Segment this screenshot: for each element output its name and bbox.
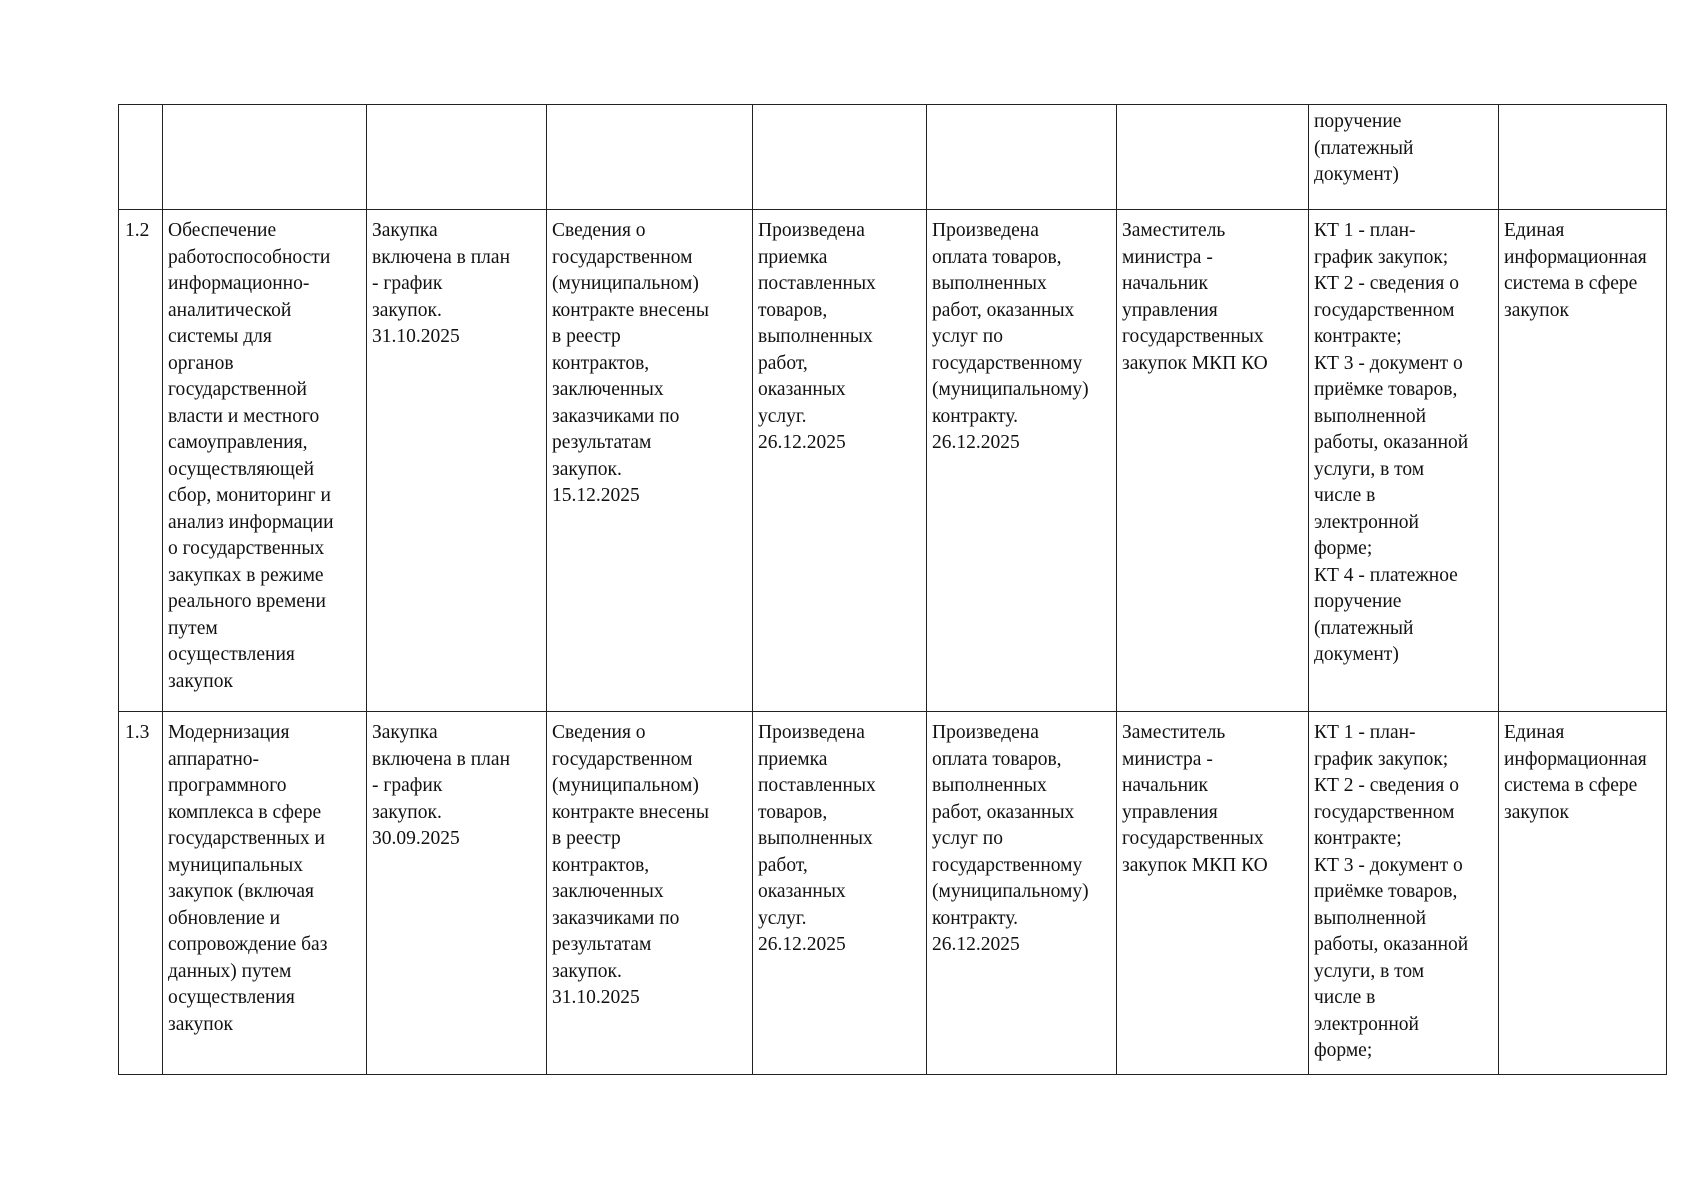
stage-1-cell: Закупка включена в план - график закупок. 31.10.2025 [367, 210, 547, 712]
stage-4-cell [927, 105, 1117, 210]
control-points-cell: КТ 1 - план- график закупок; КТ 2 - сведения о государственном контракте; КТ 3 - документ о приёмке товаров, выполненной работы, оказанной услуги, в том числе в электронной форме; [1309, 712, 1499, 1075]
information-system-cell [1499, 105, 1667, 210]
table-row [119, 210, 1667, 712]
activity-cell: Модернизация аппаратно- программного комплекса в сфере государственных и муниципальных закупок (включая обновление и сопровождение баз данных) путем осуществления закупок [163, 712, 367, 1075]
table-row [119, 105, 1667, 210]
row-number: 1.3 [119, 712, 163, 1075]
stage-1-cell [367, 105, 547, 210]
stage-3-cell: Произведена приемка поставленных товаров, выполненных работ, оказанных услуг. 26.12.2025 [753, 712, 927, 1075]
table-row [119, 712, 1667, 1075]
stage-3-cell [753, 105, 927, 210]
procurement-plan-table [118, 104, 1667, 1075]
activity-cell [163, 105, 367, 210]
stage-2-cell [547, 105, 753, 210]
row-number [119, 105, 163, 210]
activity-cell: Обеспечение работоспособности информационно- аналитической системы для органов государственной власти и местного самоуправления, осуществляющей сбор, мониторинг и анализ информации о государственных закупках в режиме реального времени путем осуществления закупок [163, 210, 367, 712]
control-points-cell: КТ 1 - план- график закупок; КТ 2 - сведения о государственном контракте; КТ 3 - документ о приёмке товаров, выполненной работы, оказанной услуги, в том числе в электронной форме; КТ 4 - платежное поручение (платежный документ) [1309, 210, 1499, 712]
information-system-cell: Единая информационная система в сфере закупок [1499, 210, 1667, 712]
stage-1-cell: Закупка включена в план - график закупок. 30.09.2025 [367, 712, 547, 1075]
stage-3-cell: Произведена приемка поставленных товаров, выполненных работ, оказанных услуг. 26.12.2025 [753, 210, 927, 712]
responsible-cell: Заместитель министра - начальник управления государственных закупок МКП КО [1117, 712, 1309, 1075]
responsible-cell [1117, 105, 1309, 210]
information-system-cell: Единая информационная система в сфере закупок [1499, 712, 1667, 1075]
stage-4-cell: Произведена оплата товаров, выполненных работ, оказанных услуг по государственному (муниципальному) контракту. 26.12.2025 [927, 712, 1117, 1075]
responsible-cell: Заместитель министра - начальник управления государственных закупок МКП КО [1117, 210, 1309, 712]
stage-2-cell: Сведения о государственном (муниципальном) контракте внесены в реестр контрактов, заключенных заказчиками по результатам закупок. 31.10.2025 [547, 712, 753, 1075]
stage-2-cell: Сведения о государственном (муниципальном) контракте внесены в реестр контрактов, заключенных заказчиками по результатам закупок. 15.12.2025 [547, 210, 753, 712]
stage-4-cell: Произведена оплата товаров, выполненных работ, оказанных услуг по государственному (муниципальному) контракту. 26.12.2025 [927, 210, 1117, 712]
row-number: 1.2 [119, 210, 163, 712]
control-points-cell: поручение (платежный документ) [1309, 105, 1499, 210]
